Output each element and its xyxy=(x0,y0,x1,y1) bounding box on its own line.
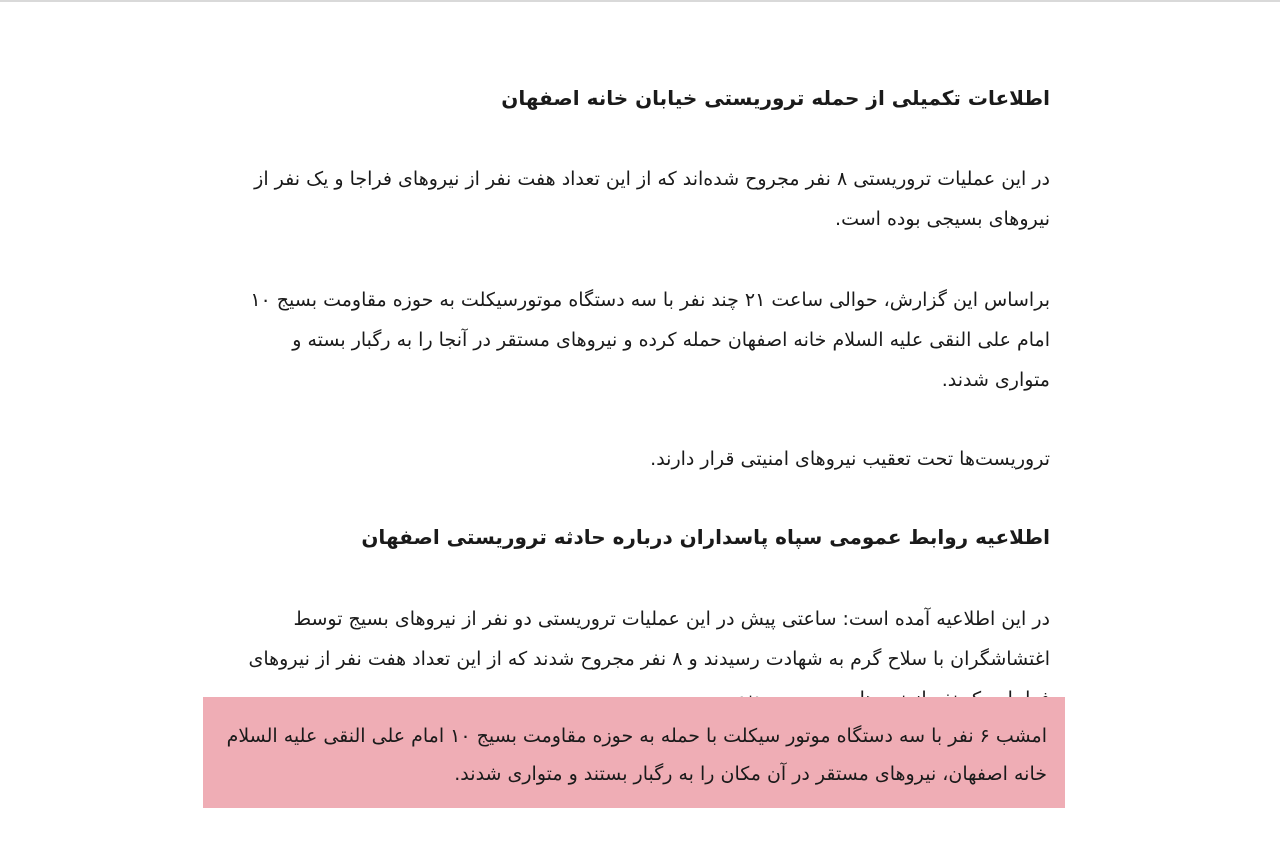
article-paragraph-2: براساس این گزارش، حوالی ساعت ۲۱ چند نفر با سه دستگاه موتورسیکلت به حوزه مقاومت بسیج ۱۰ امام علی النقی علیه السلام خانه اصفهان حمله کرده و نیروهای مستقر در آنجا را به رگبار بسته و متواری شدند. xyxy=(250,289,1050,391)
highlight-text: امشب ۶ نفر با سه دستگاه موتور سیکلت با حمله به حوزه مقاومت بسیج ۱۰ امام علی النقی علیه السلام خانه اصفهان، نیروهای مستقر در آن مکان را به رگبار بستند و متواری شدند. xyxy=(226,725,1047,785)
article-paragraph-4: در این اطلاعیه آمده است: ساعتی پیش در این عملیات تروریستی دو نفر از نیروهای بسیج توسط اغتشاشگران با سلاح گرم به شهادت رسیدند و ۸ نفر مجروح شدند که از این تعداد هفت نفر از نیروهای xyxy=(248,608,1050,670)
article-body xyxy=(232,78,1050,719)
article-paragraph-3: تروریست‌ها تحت تعقیب نیروهای امنیتی قرار دارند. xyxy=(650,448,1050,470)
top-divider xyxy=(0,0,1280,2)
highlight-box xyxy=(203,697,1065,808)
article-heading-1: اطلاعات تکمیلی از حمله تروریستی خیابان خانه اصفهان xyxy=(501,86,1050,110)
article-heading-2: اطلاعیه روابط عمومی سپاه پاسداران درباره حادثه تروریستی اصفهان xyxy=(361,525,1050,549)
article-paragraph-1: در این عملیات تروریستی ۸ نفر مجروح شده‌اند که از این تعداد هفت نفر از نیروهای فراجا و یک نفر از نیروهای بسیجی بوده است. xyxy=(254,168,1050,230)
